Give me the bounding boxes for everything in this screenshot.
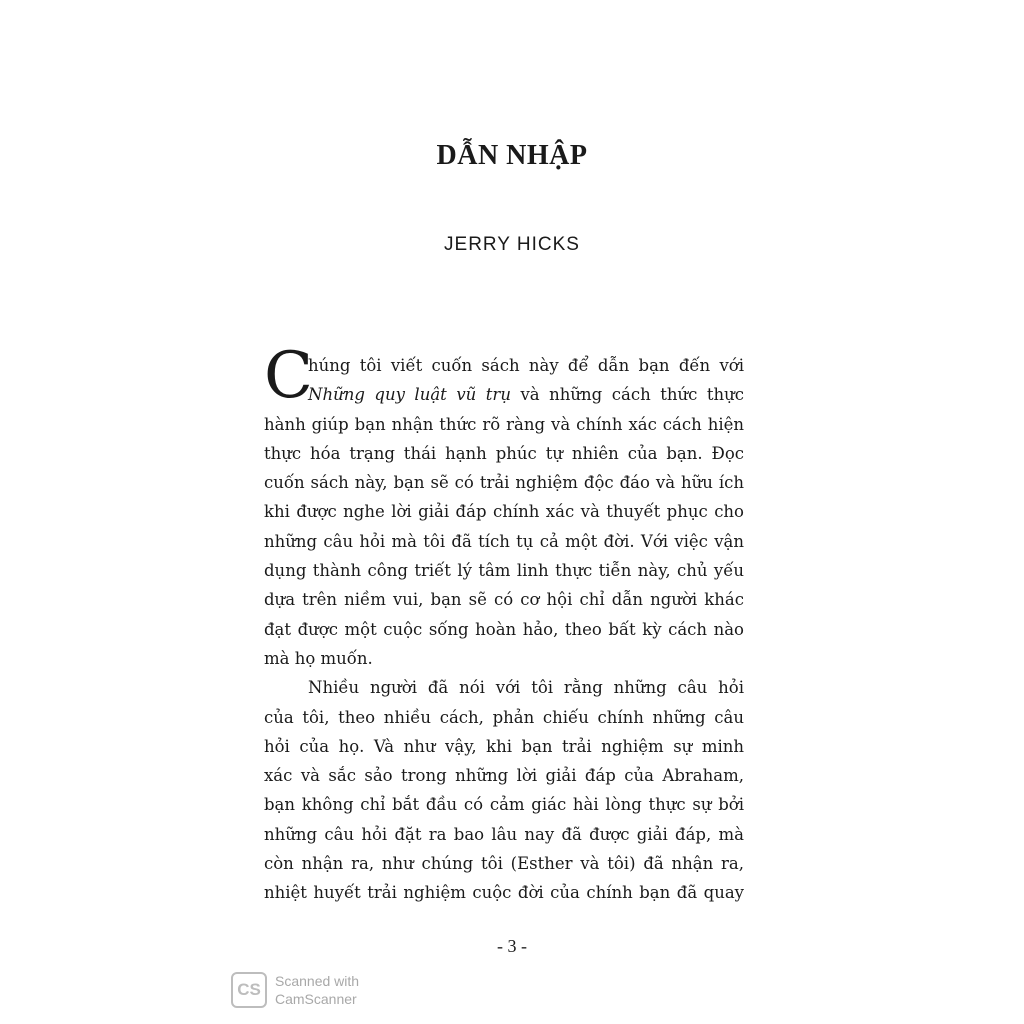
text-span: cuốn sách này, bạn sẽ có trải nghiệm độc đáo và hữu ích [264, 473, 744, 493]
text-line [264, 380, 744, 409]
text-span: thực hóa trạng thái hạnh phúc tự nhiên của bạn. Đọc [264, 443, 744, 463]
text-line [264, 673, 744, 702]
text-line [264, 703, 744, 732]
text-span: nhiệt huyết trải nghiệm cuộc đời của chính bạn đã quay [264, 883, 744, 903]
text-span: hỏi của họ. Và như vậy, khi bạn trải nghiệm sự minh [264, 736, 744, 756]
author-name: JERRY HICKS [444, 234, 580, 255]
text-span: và những cách thức thực [510, 385, 744, 405]
text-line [264, 410, 744, 439]
text-span: húng tôi viết cuốn sách này để dẫn bạn đến với [308, 356, 744, 375]
text-span: những câu hỏi đặt ra bao lâu nay đã được giải đáp, mà [264, 824, 744, 844]
text-line [264, 351, 744, 380]
text-span: hành giúp bạn nhận thức rõ ràng và chính xác cách hiện [264, 414, 744, 434]
camscanner-logo-icon: CS [231, 972, 267, 1008]
italic-text: Những quy luật vũ trụ [308, 385, 511, 405]
text-span: còn nhận ra, như chúng tôi (Esther và tôi) đã nhận ra, [264, 854, 744, 874]
text-span: dụng thành công triết lý tâm linh thực tiễn này, chủ yếu [264, 561, 744, 581]
text-line [264, 585, 744, 614]
text-line [264, 439, 744, 468]
text-line [264, 556, 744, 585]
text-span: bạn không chỉ bắt đầu có cảm giác hài lòng thực sự bởi [264, 795, 744, 815]
camscanner-watermark [231, 972, 359, 1008]
text-line [264, 849, 744, 878]
text-span: xác và sắc sảo trong những lời giải đáp của Abraham, [264, 766, 744, 786]
text-span: đạt được một cuộc sống hoàn hảo, theo bất kỳ cách nào [264, 619, 744, 639]
text-line [264, 761, 744, 790]
text-span: những câu hỏi mà tôi đã tích tụ cả một đời. Với việc vận [264, 531, 744, 551]
text-lines [264, 351, 744, 908]
text-span: Nhiều người đã nói với tôi rằng những câu hỏi [308, 678, 744, 698]
page-number: - 3 - [497, 936, 527, 956]
drop-cap: C [264, 339, 313, 413]
text-span: dựa trên niềm vui, bạn sẽ có cơ hội chỉ dẫn người khác [264, 590, 744, 610]
text-line [264, 527, 744, 556]
text-line [264, 468, 744, 497]
text-line [264, 615, 744, 644]
text-line [264, 497, 744, 526]
text-span: của tôi, theo nhiều cách, phản chiếu chính những câu [264, 707, 744, 727]
text-span: mà họ muốn. [264, 648, 373, 668]
text-line [264, 644, 744, 673]
text-line [264, 878, 744, 907]
text-line [264, 820, 744, 849]
text-span: khi được nghe lời giải đáp chính xác và thuyết phục cho [264, 502, 744, 522]
watermark-line-1: Scanned with [275, 973, 360, 989]
watermark-line-2: CamScanner [275, 991, 357, 1007]
page-title: DẪN NHẬP [436, 140, 588, 171]
watermark-text [275, 972, 359, 1008]
body-text [264, 339, 744, 908]
text-line [264, 790, 744, 819]
text-line [264, 732, 744, 761]
